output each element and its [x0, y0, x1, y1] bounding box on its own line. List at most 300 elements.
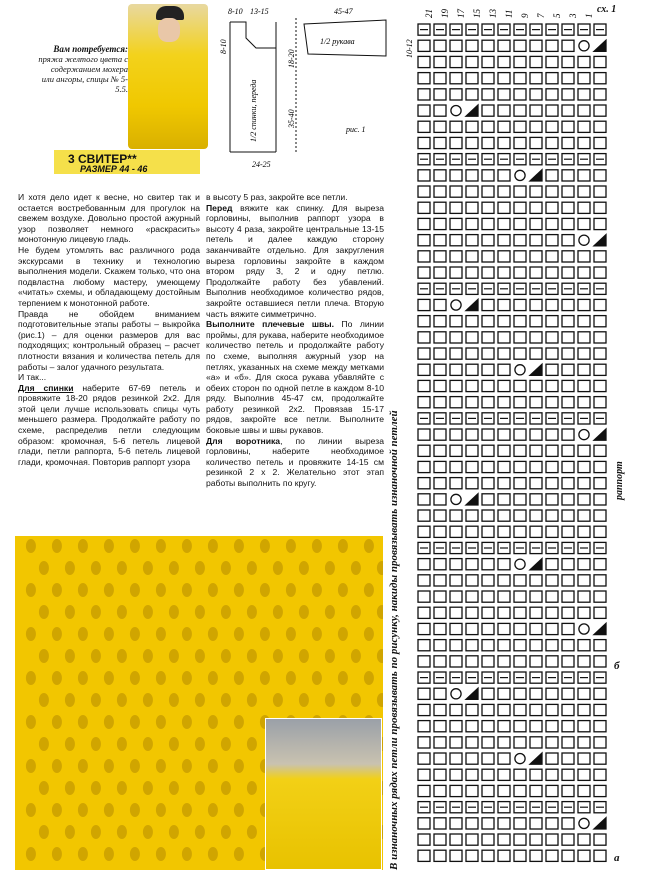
knit-eyelet — [52, 715, 62, 729]
chart-cell — [578, 834, 590, 845]
chart-cell — [498, 818, 510, 829]
knit-eyelet — [247, 561, 257, 575]
chart-cell — [450, 445, 462, 456]
chart-cell — [418, 380, 430, 391]
chart-cell — [482, 251, 494, 262]
chart-cell — [562, 251, 574, 262]
chart-cell — [498, 121, 510, 132]
chart-cell — [498, 299, 510, 310]
chart-cell — [562, 785, 574, 796]
chart-cell — [482, 202, 494, 213]
chart-cell — [434, 186, 446, 197]
chart-cell — [546, 640, 558, 651]
knit-eyelet — [312, 539, 322, 553]
chart-cell — [466, 40, 478, 51]
chart-cell — [530, 251, 542, 262]
paragraph-text: наберите 67-69 петель и провяжите 18-20 рядов резинкой 2х2. Для этой цели лучше использовать спицы чуть меньшего размера. Продолжайте работу по схеме, распределив петли следующим образом: кромочная, 5-6 петель лицевой глади, петли раппорта, 5-6 петель лицевой глади, кромочная. Повторив раппорт узора — [18, 382, 200, 467]
knit-eyelet — [286, 583, 296, 597]
chart-cell — [594, 89, 606, 100]
chart-cell — [514, 834, 526, 845]
chart-cell — [514, 850, 526, 861]
chart-cell — [450, 251, 462, 262]
chart-cell — [578, 202, 590, 213]
chart-cell — [434, 510, 446, 521]
chart-cell — [450, 704, 462, 715]
chart-cell — [482, 186, 494, 197]
chart-cell — [546, 348, 558, 359]
chart-cell — [482, 607, 494, 618]
dim-sleeve-side: 10-12 — [405, 39, 414, 58]
chart-cell — [594, 494, 606, 505]
knit-eyelet — [117, 693, 127, 707]
chart-cell — [514, 591, 526, 602]
chart-cell — [466, 348, 478, 359]
knit-eyelet — [143, 561, 153, 575]
chart-cell — [530, 640, 542, 651]
knit-eyelet — [91, 605, 101, 619]
section-heading: Выполните плечевые швы. — [206, 319, 334, 330]
chart-cell — [530, 461, 542, 472]
chart-cell — [530, 688, 542, 699]
knit-eyelet — [156, 803, 166, 817]
knit-eyelet — [182, 715, 192, 729]
dim-top-left: 8-10 — [228, 7, 243, 16]
knit-eyelet — [91, 737, 101, 751]
paragraph — [18, 383, 200, 468]
chart-cell — [482, 332, 494, 343]
chart-cell — [466, 737, 478, 748]
chart-cell — [450, 267, 462, 278]
chart-cell — [498, 526, 510, 537]
knit-eyelet — [182, 583, 192, 597]
chart-cell — [466, 785, 478, 796]
knit-eyelet — [182, 759, 192, 773]
vertical-note — [388, 190, 410, 870]
chart-cell — [546, 73, 558, 84]
chart-cell — [594, 591, 606, 602]
chart-cell — [530, 656, 542, 667]
chart-cell — [498, 251, 510, 262]
knit-eyelet — [273, 693, 283, 707]
chart-cell — [546, 850, 558, 861]
knit-eyelet — [156, 759, 166, 773]
chart-cell — [434, 364, 446, 375]
chart-cell — [482, 591, 494, 602]
chart-cell — [450, 526, 462, 537]
knit-eyelet — [117, 649, 127, 663]
chart-cell — [562, 591, 574, 602]
chart-cell — [434, 785, 446, 796]
chart-cell — [418, 575, 430, 586]
chart-cell — [498, 850, 510, 861]
chart-cell — [578, 56, 590, 67]
paragraph: Правда не обойдем вниманием подготовительные этапы работы – выкройка (рис.1) – для оценки размеров для вас подходящих; контрольный образец – расчет плотности вязания и количества петель для работы – залог удачного результата. — [18, 308, 200, 372]
chart-cell — [498, 445, 510, 456]
chart-cell — [434, 494, 446, 505]
chart-cell — [514, 73, 526, 84]
face — [158, 18, 180, 42]
paragraph — [206, 203, 384, 320]
dim-top-right: 45-47 — [334, 7, 353, 16]
column-numbers — [416, 0, 612, 22]
knit-eyelet — [195, 605, 205, 619]
chart-cell — [418, 769, 430, 780]
chart-cell — [514, 656, 526, 667]
knit-eyelet — [65, 737, 75, 751]
chart-cell — [530, 526, 542, 537]
chart-cell — [450, 429, 462, 440]
chart-cell — [418, 235, 430, 246]
chart-cell — [434, 445, 446, 456]
chart-cell — [466, 688, 478, 699]
knit-eyelet — [195, 781, 205, 795]
knit-eyelet — [65, 561, 75, 575]
knit-eyelet — [52, 803, 62, 817]
chart-cell — [482, 640, 494, 651]
knit-eyelet — [208, 539, 218, 553]
chart-cell — [466, 251, 478, 262]
chart-cell — [466, 445, 478, 456]
chart-cell — [546, 607, 558, 618]
chart-cell — [482, 753, 494, 764]
chart-cell — [578, 850, 590, 861]
knit-eyelet — [143, 693, 153, 707]
rapport-label — [614, 440, 630, 500]
chart-cell — [594, 348, 606, 359]
chart-cell — [482, 40, 494, 51]
chart-cell — [546, 704, 558, 715]
chart-cell — [594, 526, 606, 537]
chart-cell — [546, 559, 558, 570]
chart-cell — [482, 737, 494, 748]
paragraph — [206, 436, 384, 489]
chart-cell — [578, 721, 590, 732]
knit-eyelet — [299, 605, 309, 619]
knit-eyelet — [351, 561, 361, 575]
chart-cell — [546, 56, 558, 67]
chart-cell — [514, 640, 526, 651]
chart-cell — [482, 56, 494, 67]
chart-cell — [594, 170, 606, 181]
chart-cell — [562, 688, 574, 699]
knit-eyelet — [156, 715, 166, 729]
chart-cell — [482, 364, 494, 375]
chart-cell — [418, 656, 430, 667]
chart-cell — [418, 202, 430, 213]
knit-eyelet — [78, 759, 88, 773]
chart-cell — [578, 137, 590, 148]
chart-cell — [418, 510, 430, 521]
fig-label: рис. 1 — [346, 125, 366, 134]
knit-eyelet — [325, 561, 335, 575]
knit-eyelet — [117, 605, 127, 619]
knit-eyelet — [156, 627, 166, 641]
column-number: 5 — [552, 13, 562, 18]
chart-cell — [434, 737, 446, 748]
knit-eyelet — [299, 561, 309, 575]
chart-cell — [562, 364, 574, 375]
chart-cell — [594, 73, 606, 84]
chart-cell — [434, 267, 446, 278]
chart-cell — [530, 704, 542, 715]
chart-cell — [451, 689, 461, 699]
chart-cell — [498, 137, 510, 148]
chart-cell — [515, 559, 525, 569]
chart-cell — [546, 494, 558, 505]
knit-eyelet — [351, 605, 361, 619]
chart-cell — [530, 56, 542, 67]
chart-cell — [530, 737, 542, 748]
chart-cell — [482, 445, 494, 456]
knit-eyelet — [117, 737, 127, 751]
knit-eyelet — [221, 825, 231, 839]
knit-eyelet — [234, 759, 244, 773]
chart-cell — [594, 235, 606, 246]
chart-cell — [530, 121, 542, 132]
chart-cell — [434, 834, 446, 845]
chart-cell — [450, 397, 462, 408]
chart-cell — [498, 267, 510, 278]
chart-cell — [594, 299, 606, 310]
chart-cell — [578, 316, 590, 327]
chart-cell — [434, 251, 446, 262]
chart-cell — [466, 89, 478, 100]
chart-cell — [562, 332, 574, 343]
column-number: 13 — [488, 9, 498, 18]
chart-cell — [562, 56, 574, 67]
chart-cell — [530, 73, 542, 84]
chart-cell — [434, 850, 446, 861]
chart-cell — [594, 656, 606, 667]
knit-eyelet — [182, 803, 192, 817]
chart-cell — [578, 640, 590, 651]
chart-cell — [530, 494, 542, 505]
chart-cell — [482, 316, 494, 327]
knit-eyelet — [234, 803, 244, 817]
chart-cell — [546, 688, 558, 699]
knit-eyelet — [143, 737, 153, 751]
chart-cell — [466, 478, 478, 489]
chart-cell — [482, 89, 494, 100]
knit-eyelet — [91, 561, 101, 575]
knit-eyelet — [221, 781, 231, 795]
chart-cell — [498, 429, 510, 440]
knit-eyelet — [65, 649, 75, 663]
knit-eyelet — [104, 671, 114, 685]
chart-cell — [546, 591, 558, 602]
chart-cell — [466, 397, 478, 408]
knit-eyelet — [273, 605, 283, 619]
chart-cell — [562, 348, 574, 359]
article-title: 3 СВИТЕР** — [68, 152, 137, 166]
chart-cell — [546, 510, 558, 521]
chart-cell — [466, 818, 478, 829]
knit-eyelet — [221, 693, 231, 707]
chart-cell — [546, 380, 558, 391]
chart-cell — [515, 365, 525, 375]
chart-cell — [546, 235, 558, 246]
chart-cell — [594, 397, 606, 408]
chart-cell — [434, 316, 446, 327]
chart-cell — [450, 218, 462, 229]
chart-cell — [578, 510, 590, 521]
knit-eyelet — [312, 583, 322, 597]
chart-cell — [530, 218, 542, 229]
chart-cell — [466, 429, 478, 440]
knit-eyelet — [169, 737, 179, 751]
chart-cell — [482, 834, 494, 845]
chart-cell — [482, 299, 494, 310]
knit-eyelet — [117, 561, 127, 575]
chart-cell — [418, 753, 430, 764]
paragraph-text: По линии проймы, для рукава, наберите необходимое количество петель и продолжайте работу по схеме, выполняя ажурный узор на петлях, указанных на схеме между метками «а» и «б». Для скоса рукава убавляйте с обеих сторон по одной петле в каждом 8-10 ряду. Выполнив 45-47 см, продолжайте работу резинкой 2х2. Провязав 15-17 рядов, закройте все петли. Выполните боковые швы и швы рукавов. — [206, 319, 384, 436]
knit-eyelet — [273, 649, 283, 663]
chart-cell — [546, 478, 558, 489]
knit-eyelet — [26, 847, 36, 861]
chart-cell — [562, 105, 574, 116]
chart-cell — [546, 40, 558, 51]
chart-cell — [434, 121, 446, 132]
column-number: 21 — [424, 9, 434, 18]
chart-cell — [562, 89, 574, 100]
chart-cell — [514, 348, 526, 359]
chart-cell — [466, 753, 478, 764]
chart-cell — [562, 299, 574, 310]
knit-eyelet — [260, 627, 270, 641]
chart-cell — [418, 623, 430, 634]
chart-cell — [450, 364, 462, 375]
chart-cell — [562, 445, 574, 456]
chart-cell — [562, 623, 574, 634]
knit-eyelet — [39, 737, 49, 751]
knit-eyelet — [65, 605, 75, 619]
chart-cell — [546, 316, 558, 327]
chart-cell — [578, 73, 590, 84]
chart-cell — [418, 688, 430, 699]
chart-cell — [578, 737, 590, 748]
knit-eyelet — [234, 583, 244, 597]
dim-upper: 18-20 — [287, 49, 296, 68]
chart-cell — [562, 640, 574, 651]
knit-eyelet — [91, 781, 101, 795]
chart-cell — [498, 721, 510, 732]
column-number: 7 — [536, 13, 546, 18]
chart-cell — [482, 105, 494, 116]
knit-eyelet — [26, 583, 36, 597]
chart-cell — [514, 121, 526, 132]
chart-cell — [418, 704, 430, 715]
chart-cell — [514, 704, 526, 715]
knit-eyelet — [104, 803, 114, 817]
chart-cell — [498, 332, 510, 343]
chart-cell — [498, 559, 510, 570]
chart-cell — [594, 704, 606, 715]
chart-cell — [450, 753, 462, 764]
chart-cell — [450, 186, 462, 197]
chart-cell — [498, 40, 510, 51]
chart-cell — [450, 656, 462, 667]
vertical-note-text: В изнаночных рядах петли провязывать по рисунку, накиды провязывать изнаночной петлей — [388, 410, 400, 870]
chart-cell — [434, 769, 446, 780]
chart-cell — [434, 575, 446, 586]
model-back-photo — [265, 718, 382, 870]
knit-eyelet — [312, 671, 322, 685]
chart-cell — [514, 429, 526, 440]
knit-eyelet — [364, 583, 374, 597]
chart-cell — [594, 478, 606, 489]
chart-cell — [466, 607, 478, 618]
chart-cell — [466, 170, 478, 181]
chart-cell — [450, 834, 462, 845]
chart-cell — [562, 494, 574, 505]
chart-cell — [482, 137, 494, 148]
chart-cell — [530, 40, 542, 51]
chart-cell — [530, 137, 542, 148]
knit-eyelet — [104, 539, 114, 553]
chart-cell — [594, 445, 606, 456]
chart-cell — [450, 850, 462, 861]
chart-cell — [594, 218, 606, 229]
chart-cell — [594, 364, 606, 375]
chart-cell — [482, 121, 494, 132]
knit-eyelet — [247, 693, 257, 707]
knit-eyelet — [195, 561, 205, 575]
chart-cell — [450, 721, 462, 732]
chart-cell — [434, 202, 446, 213]
knit-eyelet — [104, 715, 114, 729]
chart-cell — [514, 785, 526, 796]
chart-cell — [546, 364, 558, 375]
chart-cell — [514, 380, 526, 391]
chart-cell — [594, 769, 606, 780]
chart-cell — [482, 526, 494, 537]
chart-cell — [562, 137, 574, 148]
chart-cell — [562, 721, 574, 732]
knit-eyelet — [208, 759, 218, 773]
chart-cell — [498, 218, 510, 229]
chart-cell — [594, 316, 606, 327]
chart-cell — [578, 105, 590, 116]
knit-eyelet — [247, 649, 257, 663]
chart-cell — [562, 235, 574, 246]
chart-cell — [482, 235, 494, 246]
chart-cell — [594, 332, 606, 343]
chart-cell — [466, 332, 478, 343]
chart-cell — [514, 494, 526, 505]
chart-cell — [530, 445, 542, 456]
chart-cell — [514, 89, 526, 100]
chart-cell — [434, 818, 446, 829]
chart-cell — [594, 640, 606, 651]
chart-cell — [482, 559, 494, 570]
chart-cell — [562, 753, 574, 764]
chart-cell — [578, 785, 590, 796]
chart-cell — [594, 186, 606, 197]
chart-cell — [530, 721, 542, 732]
chart-cell — [498, 478, 510, 489]
materials — [38, 44, 128, 94]
chart-cell — [482, 721, 494, 732]
chart-cell — [466, 704, 478, 715]
chart-cell — [498, 834, 510, 845]
body-label: 1/2 спинки, переда — [249, 79, 258, 142]
chart-cell — [450, 607, 462, 618]
knit-eyelet — [130, 803, 140, 817]
knit-eyelet — [39, 693, 49, 707]
chart-cell — [594, 834, 606, 845]
chart-cell — [530, 348, 542, 359]
chart-cell — [578, 332, 590, 343]
